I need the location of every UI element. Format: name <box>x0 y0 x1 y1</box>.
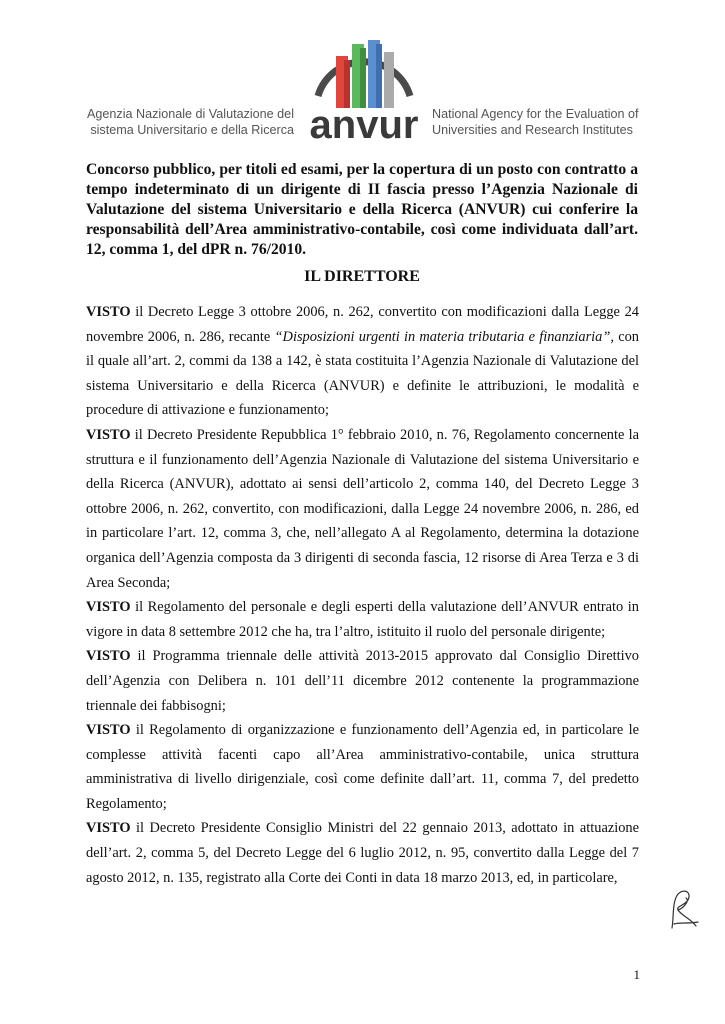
agency-it-line-1: Agenzia Nazionale di Valutazione del <box>86 107 294 121</box>
paragraph-visto-5 <box>86 718 639 816</box>
document-body <box>86 300 639 890</box>
keyword-visto: VISTO <box>86 426 131 443</box>
keyword-visto: VISTO <box>86 304 131 320</box>
page-number: 1 <box>633 967 640 982</box>
paragraph-visto-4 <box>86 644 639 718</box>
paragraph-text: il Programma triennale delle attività 2013-2015 approvato dal Consiglio Direttivo dell’Agenzia con Delibera n. 101 dell’11 dicembre 2012 contenente la programmazione triennale dei fabbisogni; <box>86 648 639 714</box>
paragraph-text: il Decreto Presidente Repubblica 1° febbraio 2010, n. 76, Regolamento concernente la struttura e il funzionamento dell’Agenzia Nazionale di Valutazione del sistema Universitario e della Ricerca (ANVUR), adottato ai sensi dell’articolo 2, comma 140, del Decreto Legge 3 ottobre 2006, n. 262, convertito, con modificazioni, dalla Legge 24 novembre 2006, n. 286, ed in particolare l’art. 12, comma 3, che, nell’allegato A al Regolamento, determina la dotazione organica dell’Agenzia composta da 3 dirigenti di seconda fascia, 12 risorse di Area Terza e 3 di Area Seconda; <box>86 426 639 591</box>
keyword-visto: VISTO <box>86 599 131 616</box>
keyword-visto: VISTO <box>86 722 131 739</box>
paragraph-text: , con il quale all’art. 2, commi da 138 a 142, è stata costituita l’Agenzia Nazionale di Valutazione del sistema Universitario e della Ricerca (ANVUR) e definite le attribuzioni, le modalità e procedure di attivazione e funzionamento; <box>86 328 639 419</box>
paragraph-text: il Decreto Legge 3 ottobre 2006, n. 262, convertito con modificazioni dalla Legge 24 novembre 2006, n. 286, recante <box>86 304 639 345</box>
agency-name-english <box>432 106 652 138</box>
paragraph-text: il Regolamento del personale e degli esperti della valutazione dell’ANVUR entrato in vigore in data 8 settembre 2012 che ha, tra l’altro, istituito il ruolo del personale dirigente; <box>86 599 639 640</box>
agency-en-line-2: Universities and Research Institutes <box>432 123 633 137</box>
anvur-logo <box>296 38 432 142</box>
paragraph-visto-6 <box>86 816 639 890</box>
paragraph-visto-1 <box>86 300 639 423</box>
logo-wordmark: anvur <box>309 103 419 142</box>
agency-it-line-2: sistema Universitario e della Ricerca <box>90 123 294 137</box>
logo-bar-grey <box>384 52 394 108</box>
letterhead <box>0 38 725 150</box>
section-heading: IL DIRETTORE <box>304 268 420 285</box>
initials-signature <box>662 888 702 932</box>
paragraph-text: il Regolamento di organizzazione e funzionamento dell’Agenzia ed, in particolare le complesse attività facenti capo all’Area amministrativo-contabile, unica struttura amministrativa di livello dirigenziale, così come definite dall’art. 11, comma 7, del predetto Regolamento; <box>86 722 639 812</box>
keyword-visto: VISTO <box>86 820 131 837</box>
keyword-visto: VISTO <box>86 648 131 665</box>
agency-name-italian <box>84 106 294 138</box>
paragraph-text: il Decreto Presidente Consiglio Ministri del 22 gennaio 2013, adottato in attuazione dell’art. 2, comma 5, del Decreto Legge del 6 luglio 2012, n. 95, convertito dalla Legge del 7 agosto 2012, n. 135, registrato alla Corte dei Conti in data 18 marzo 2013, ed, in particolare, <box>86 820 639 886</box>
agency-en-line-1: National Agency for the Evaluation of <box>432 107 639 121</box>
paragraph-visto-2 <box>86 423 639 595</box>
quoted-title: “Disposizioni urgenti in materia tributaria e finanziaria” <box>274 328 611 345</box>
paragraph-visto-3 <box>86 595 639 644</box>
document-title: Concorso pubblico, per titoli ed esami, per la copertura di un posto con contratto a tempo indeterminato di un dirigente di II fascia presso l’Agenzia Nazionale di Valutazione del sistema Universitario e della Ricerca (ANVUR) cui conferire la responsabilità dell’Area amministrativo-contabile, così come individuata dall’art. 12, comma 1, del dPR n. 76/2010. <box>86 161 638 258</box>
